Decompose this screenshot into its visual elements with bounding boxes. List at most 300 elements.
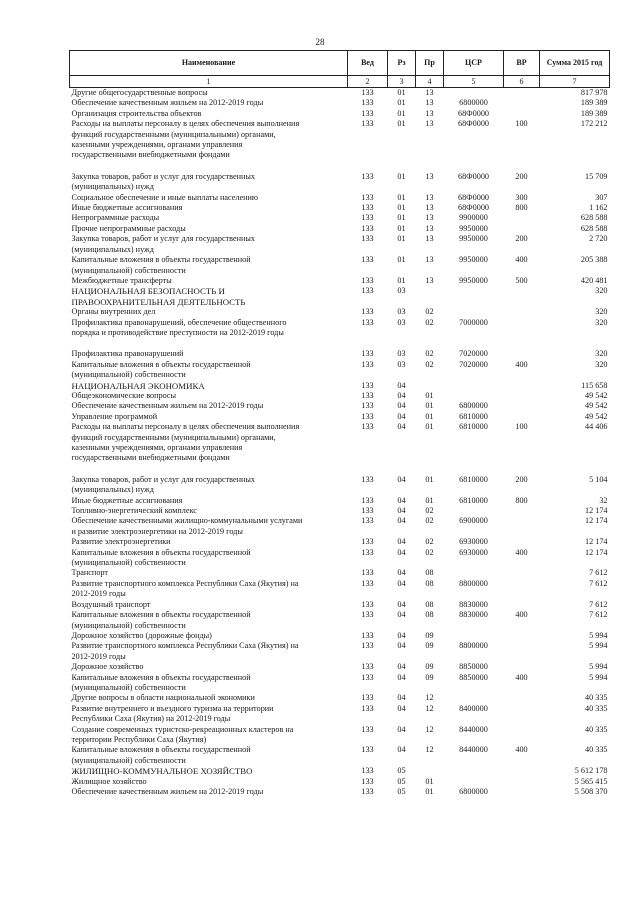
cell-rz: 05 <box>397 787 406 796</box>
cell-name-line: Топливно-энергетический комплекс <box>71 506 197 516</box>
cell-vr <box>504 766 540 776</box>
cell-name <box>70 360 348 381</box>
cell-ved: 133 <box>361 171 374 181</box>
cell-pr: 01 <box>425 401 434 411</box>
cell-ved: 133 <box>361 630 374 640</box>
cell-vr: 400 <box>515 610 528 620</box>
column-number: 5 <box>444 76 504 88</box>
cell-name <box>70 119 348 161</box>
cell-ved: 133 <box>361 745 374 755</box>
cell-name-line: Создание современных туристско-рекреационных кластеров на <box>71 724 294 734</box>
cell-pr: 13 <box>425 88 434 97</box>
cell-sum: 40 335 <box>584 703 608 713</box>
cell-ved: 133 <box>361 703 374 713</box>
cell-name-line: Обеспечение качественным жильем на 2012-2019 годы <box>71 98 264 108</box>
cell-sum: 12 174 <box>584 506 608 516</box>
cell-name-line: и развитие электроэнергетики на 2012-2019 годы <box>71 526 243 536</box>
cell-rz: 04 <box>397 599 406 609</box>
cell-name-line: Республики Саха (Якутия) на 2012-2019 годы <box>71 714 231 724</box>
cell-name-line: Общеэкономические вопросы <box>71 390 177 400</box>
cell-rz: 01 <box>397 203 406 213</box>
cell-name <box>70 641 348 662</box>
cell-vr: 800 <box>515 203 528 213</box>
cell-ved: 133 <box>361 275 374 285</box>
cell-rz: 01 <box>397 223 406 233</box>
cell-vr <box>504 693 540 703</box>
cell-name-line: НАЦИОНАЛЬНАЯ БЕЗОПАСНОСТЬ И <box>71 286 225 297</box>
table-row <box>70 516 610 537</box>
cell-vr <box>504 579 540 600</box>
cell-sum: 5 994 <box>589 641 608 651</box>
cell-name <box>70 224 348 234</box>
cell-name <box>70 496 348 506</box>
cell-csr <box>444 381 504 391</box>
cell-pr: 01 <box>425 474 434 484</box>
cell-vr <box>504 537 540 547</box>
cell-name <box>70 349 348 359</box>
table-row <box>70 276 610 286</box>
cell-ved: 133 <box>361 401 374 411</box>
cell-ved: 133 <box>361 662 374 672</box>
cell-name-line: функций государственными (муниципальными) органами, <box>71 129 276 139</box>
cell-rz: 03 <box>397 317 406 327</box>
cell-sum: 7 612 <box>589 599 608 609</box>
cell-name <box>70 766 348 776</box>
cell-rz: 01 <box>397 88 406 97</box>
cell-vr: 800 <box>515 495 528 505</box>
cell-pr: 02 <box>425 349 434 359</box>
cell-ved: 133 <box>361 203 374 213</box>
cell-sum: 115 658 <box>581 380 608 390</box>
cell-csr: 8400000 <box>459 703 488 713</box>
cell-name-line: Межбюджетные трансферты <box>71 275 172 285</box>
cell-pr: 09 <box>425 662 434 672</box>
cell-vr: 100 <box>515 119 528 129</box>
cell-csr: 6900000 <box>459 516 488 526</box>
cell-name <box>70 537 348 547</box>
cell-sum: 628 588 <box>580 223 608 233</box>
cell-name-line: Транспорт <box>71 568 108 578</box>
cell-rz: 01 <box>397 275 406 285</box>
cell-name-line: (муниципальных) нужд <box>71 244 154 254</box>
cell-name <box>70 777 348 787</box>
cell-sum: 2 720 <box>589 234 608 244</box>
cell-sum: 12 174 <box>584 537 608 547</box>
cell-rz: 04 <box>397 390 406 400</box>
cell-name <box>70 213 348 223</box>
cell-name-line: Закупка товаров, работ и услуг для государственных <box>71 234 255 244</box>
cell-pr: 02 <box>425 506 434 516</box>
cell-vr <box>504 109 540 119</box>
table-row <box>70 777 610 787</box>
cell-name <box>70 172 348 193</box>
cell-vr <box>504 349 540 359</box>
cell-rz: 01 <box>397 213 406 223</box>
cell-rz: 04 <box>397 516 406 526</box>
cell-name <box>70 98 348 108</box>
table-row <box>70 641 610 662</box>
cell-ved: 133 <box>361 516 374 526</box>
cell-rz: 04 <box>397 506 406 516</box>
table-row <box>70 568 610 578</box>
cell-name-line: 2012-2019 годы <box>71 651 126 661</box>
cell-ved: 133 <box>361 317 374 327</box>
cell-ved: 133 <box>361 359 374 369</box>
cell-pr: 13 <box>425 234 434 244</box>
cell-vr <box>504 224 540 234</box>
cell-sum: 49 542 <box>584 401 608 411</box>
cell-pr: 12 <box>425 693 434 703</box>
cell-rz: 05 <box>397 766 406 776</box>
cell-rz: 03 <box>397 307 406 317</box>
table-row <box>70 600 610 610</box>
cell-rz: 01 <box>397 255 406 265</box>
cell-rz: 04 <box>397 724 406 734</box>
cell-pr <box>416 381 444 391</box>
table-row <box>70 787 610 797</box>
cell-vr <box>504 787 540 797</box>
cell-rz: 04 <box>397 693 406 703</box>
cell-pr: 13 <box>425 255 434 265</box>
section-row <box>70 381 610 391</box>
cell-ved: 133 <box>361 537 374 547</box>
table-row <box>70 745 610 766</box>
cell-vr <box>504 412 540 422</box>
cell-name-line: Дорожное хозяйство (дорожные фонды) <box>71 630 212 640</box>
cell-sum: 15 709 <box>584 171 608 181</box>
cell-vr <box>504 286 540 307</box>
table-row <box>70 579 610 600</box>
cell-name <box>70 579 348 600</box>
cell-rz: 01 <box>397 171 406 181</box>
cell-name-line: ПРАВООХРАНИТЕЛЬНАЯ ДЕЯТЕЛЬНОСТЬ <box>71 296 246 307</box>
cell-sum: 189 389 <box>580 108 608 118</box>
cell-name <box>70 286 348 307</box>
cell-sum: 205 388 <box>580 255 608 265</box>
cell-vr <box>504 704 540 725</box>
cell-name <box>70 307 348 317</box>
cell-rz: 04 <box>397 401 406 411</box>
cell-pr: 13 <box>425 223 434 233</box>
table-row <box>70 98 610 108</box>
cell-pr: 08 <box>425 578 434 588</box>
cell-name-line: Непрограммные расходы <box>71 213 160 223</box>
cell-name-line: Иные бюджетные ассигнования <box>71 203 183 213</box>
cell-rz: 01 <box>397 119 406 129</box>
cell-name <box>70 725 348 746</box>
table-row <box>70 88 610 99</box>
cell-ved: 133 <box>361 766 374 776</box>
cell-pr: 01 <box>425 495 434 505</box>
cell-csr: 68Ф0000 <box>457 171 490 181</box>
cell-name <box>70 516 348 537</box>
cell-csr: 8800000 <box>459 578 488 588</box>
cell-sum: 320 <box>595 286 608 296</box>
cell-name <box>70 255 348 276</box>
cell-csr: 8800000 <box>459 641 488 651</box>
cell-csr: 6800000 <box>459 787 488 796</box>
cell-ved: 133 <box>361 422 374 432</box>
cell-vr: 400 <box>515 547 528 557</box>
column-number: 6 <box>504 76 540 88</box>
header-pr: Пр <box>416 51 444 76</box>
cell-ved: 133 <box>361 108 374 118</box>
cell-name-line: (муниципальной) собственности <box>71 682 186 692</box>
cell-sum: 320 <box>595 359 608 369</box>
cell-vr <box>504 318 540 339</box>
cell-name-line: Органы внутренних дел <box>71 307 156 317</box>
cell-rz: 04 <box>397 662 406 672</box>
table-row <box>70 548 610 569</box>
cell-rz: 04 <box>397 411 406 421</box>
cell-name-line: функций государственными (муниципальными) органами, <box>71 432 276 442</box>
cell-vr <box>504 98 540 108</box>
cell-name-line: Капитальные вложения в объекты государственной <box>71 547 251 557</box>
cell-csr: 9950000 <box>459 255 488 265</box>
table-row <box>70 255 610 276</box>
cell-csr <box>444 766 504 776</box>
cell-name-line: Социальное обеспечение и иные выплаты населению <box>71 192 258 202</box>
cell-sum: 5 612 178 <box>574 766 608 776</box>
table-row <box>70 673 610 694</box>
cell-pr: 09 <box>425 630 434 640</box>
column-number: 7 <box>540 76 610 88</box>
cell-name-line: Прочие непрограммные расходы <box>71 223 186 233</box>
cell-vr: 400 <box>515 359 528 369</box>
cell-name-line: 2012-2019 годы <box>71 589 126 599</box>
spacer-row <box>70 464 610 475</box>
cell-name-line: Капитальные вложения в объекты государственной <box>71 255 251 265</box>
cell-ved: 133 <box>361 547 374 557</box>
cell-vr <box>504 391 540 401</box>
cell-sum: 5 104 <box>589 474 608 484</box>
cell-sum: 49 542 <box>584 390 608 400</box>
cell-rz: 04 <box>397 537 406 547</box>
cell-vr <box>504 600 540 610</box>
cell-sum: 5 508 370 <box>574 787 608 796</box>
cell-csr: 7020000 <box>459 349 488 359</box>
cell-vr: 200 <box>515 474 528 484</box>
cell-name-line: (муниципальной) собственности <box>71 755 186 765</box>
cell-name-line: Обеспечение качественными жилищно-коммунальными услугами <box>71 516 303 526</box>
table-row <box>70 506 610 516</box>
cell-pr: 12 <box>425 745 434 755</box>
cell-ved: 133 <box>361 286 374 296</box>
cell-csr: 6810000 <box>459 411 488 421</box>
cell-vr <box>504 88 540 99</box>
spacer-row <box>70 338 610 349</box>
table-row <box>70 693 610 703</box>
column-number: 3 <box>388 76 416 88</box>
cell-name <box>70 610 348 631</box>
cell-name <box>70 193 348 203</box>
cell-vr <box>504 516 540 537</box>
table-row <box>70 360 610 381</box>
cell-name-line: Закупка товаров, работ и услуг для государственных <box>71 171 255 181</box>
header-name: Наименование <box>70 51 348 76</box>
table-row <box>70 725 610 746</box>
column-number: 2 <box>348 76 388 88</box>
cell-csr <box>444 391 504 401</box>
cell-ved: 133 <box>361 599 374 609</box>
cell-ved: 133 <box>361 307 374 317</box>
cell-name <box>70 412 348 422</box>
table-row <box>70 412 610 422</box>
cell-name-line: Профилактика правонарушений <box>71 349 184 359</box>
cell-ved: 133 <box>361 474 374 484</box>
column-number: 4 <box>416 76 444 88</box>
cell-vr <box>504 662 540 672</box>
cell-csr: 7020000 <box>459 359 488 369</box>
cell-name <box>70 475 348 496</box>
cell-pr: 09 <box>425 672 434 682</box>
cell-name <box>70 745 348 766</box>
cell-rz: 01 <box>397 234 406 244</box>
cell-ved: 133 <box>361 506 374 516</box>
cell-pr: 13 <box>425 203 434 213</box>
cell-name-line: Капитальные вложения в объекты государственной <box>71 672 251 682</box>
cell-pr: 13 <box>425 275 434 285</box>
cell-sum: 320 <box>595 307 608 317</box>
cell-sum: 628 588 <box>580 213 608 223</box>
cell-name-line: ЖИЛИЩНО-КОММУНАЛЬНОЕ ХОЗЯЙСТВО <box>71 766 253 777</box>
cell-vr <box>504 506 540 516</box>
cell-name-line: НАЦИОНАЛЬНАЯ ЭКОНОМИКА <box>71 380 205 391</box>
cell-sum: 7 612 <box>589 568 608 578</box>
table-row <box>70 610 610 631</box>
cell-name-line: государственными внебюджетными фондами <box>71 453 230 463</box>
cell-sum: 12 174 <box>584 547 608 557</box>
spacer-cell <box>70 338 610 349</box>
cell-rz: 04 <box>397 474 406 484</box>
cell-csr: 7000000 <box>459 317 488 327</box>
cell-rz: 03 <box>397 349 406 359</box>
cell-name <box>70 704 348 725</box>
cell-name <box>70 631 348 641</box>
cell-name-line: Иные бюджетные ассигнования <box>71 495 183 505</box>
cell-pr: 08 <box>425 568 434 578</box>
cell-name-line: Развитие транспортного комплекса Республики Саха (Якутия) на <box>71 578 299 588</box>
cell-ved: 133 <box>361 578 374 588</box>
table-row <box>70 475 610 496</box>
cell-vr: 200 <box>515 171 528 181</box>
cell-pr: 09 <box>425 641 434 651</box>
cell-sum: 189 389 <box>580 98 608 108</box>
cell-sum: 172 212 <box>580 119 608 129</box>
cell-pr: 01 <box>425 411 434 421</box>
cell-pr: 02 <box>425 317 434 327</box>
header-ved: Вед <box>348 51 388 76</box>
table-row <box>70 391 610 401</box>
column-number-row <box>70 76 610 88</box>
cell-name-line: Другие общегосударственные вопросы <box>71 88 208 97</box>
cell-name-line: казенными учреждениями, органами управления <box>71 443 243 452</box>
cell-name <box>70 203 348 213</box>
cell-name-line: порядка и противодействие преступности на 2012-2019 годы <box>71 327 284 337</box>
cell-name <box>70 88 348 99</box>
cell-vr <box>504 641 540 662</box>
cell-pr <box>416 766 444 776</box>
cell-name-line: (муниципальной) собственности <box>71 558 186 568</box>
cell-name-line: Обеспечение качественным жильем на 2012-2019 годы <box>71 401 264 411</box>
header-rz: Рз <box>388 51 416 76</box>
cell-vr <box>504 631 540 641</box>
cell-ved: 133 <box>361 88 374 97</box>
cell-csr: 6930000 <box>459 547 488 557</box>
cell-ved: 133 <box>361 568 374 578</box>
cell-pr: 12 <box>425 724 434 734</box>
cell-ved: 133 <box>361 98 374 108</box>
cell-sum: 12 174 <box>584 516 608 526</box>
cell-pr <box>416 286 444 307</box>
cell-ved: 133 <box>361 390 374 400</box>
table-row <box>70 109 610 119</box>
table-row <box>70 203 610 213</box>
cell-name <box>70 787 348 797</box>
cell-csr <box>444 286 504 307</box>
cell-rz: 01 <box>397 98 406 108</box>
cell-sum: 817 978 <box>580 88 608 97</box>
cell-name-line: Организация строительства объектов <box>71 108 202 118</box>
cell-rz: 04 <box>397 578 406 588</box>
cell-name <box>70 318 348 339</box>
cell-vr <box>504 381 540 391</box>
cell-sum: 44 406 <box>584 422 608 432</box>
cell-sum: 420 481 <box>580 275 608 285</box>
cell-vr: 400 <box>515 745 528 755</box>
header-row <box>70 51 610 76</box>
cell-ved: 133 <box>361 255 374 265</box>
cell-vr: 500 <box>515 275 528 285</box>
cell-rz: 03 <box>397 359 406 369</box>
cell-name <box>70 391 348 401</box>
cell-name-line: Профилактика правонарушений, обеспечение общественного <box>71 317 287 327</box>
cell-name <box>70 548 348 569</box>
table-row <box>70 537 610 547</box>
cell-pr: 02 <box>425 307 434 317</box>
cell-name-line: Развитие внутреннего и въездного туризма на территории <box>71 703 274 713</box>
cell-name <box>70 693 348 703</box>
cell-name-line: Расходы на выплаты персоналу в целях обеспечения выполнения <box>71 119 300 129</box>
cell-csr: 9950000 <box>459 223 488 233</box>
cell-csr <box>444 777 504 787</box>
cell-vr <box>504 777 540 787</box>
cell-rz: 04 <box>397 672 406 682</box>
cell-pr: 02 <box>425 547 434 557</box>
table-row <box>70 704 610 725</box>
cell-ved: 133 <box>361 213 374 223</box>
cell-pr: 02 <box>425 516 434 526</box>
cell-name-line: Капитальные вложения в объекты государственной <box>71 359 251 369</box>
cell-pr: 13 <box>425 213 434 223</box>
cell-rz: 04 <box>397 547 406 557</box>
cell-csr: 9950000 <box>459 275 488 285</box>
page-number: 28 <box>315 37 325 47</box>
cell-ved: 133 <box>361 787 374 796</box>
table-row <box>70 422 610 464</box>
spacer-row <box>70 161 610 172</box>
cell-ved: 133 <box>361 724 374 734</box>
cell-pr: 13 <box>425 119 434 129</box>
cell-ved: 133 <box>361 411 374 421</box>
cell-csr: 8850000 <box>459 672 488 682</box>
cell-pr: 01 <box>425 776 434 786</box>
cell-vr <box>504 725 540 746</box>
cell-ved: 133 <box>361 641 374 651</box>
cell-rz: 04 <box>397 495 406 505</box>
column-number: 1 <box>70 76 348 88</box>
cell-csr: 8440000 <box>459 724 488 734</box>
